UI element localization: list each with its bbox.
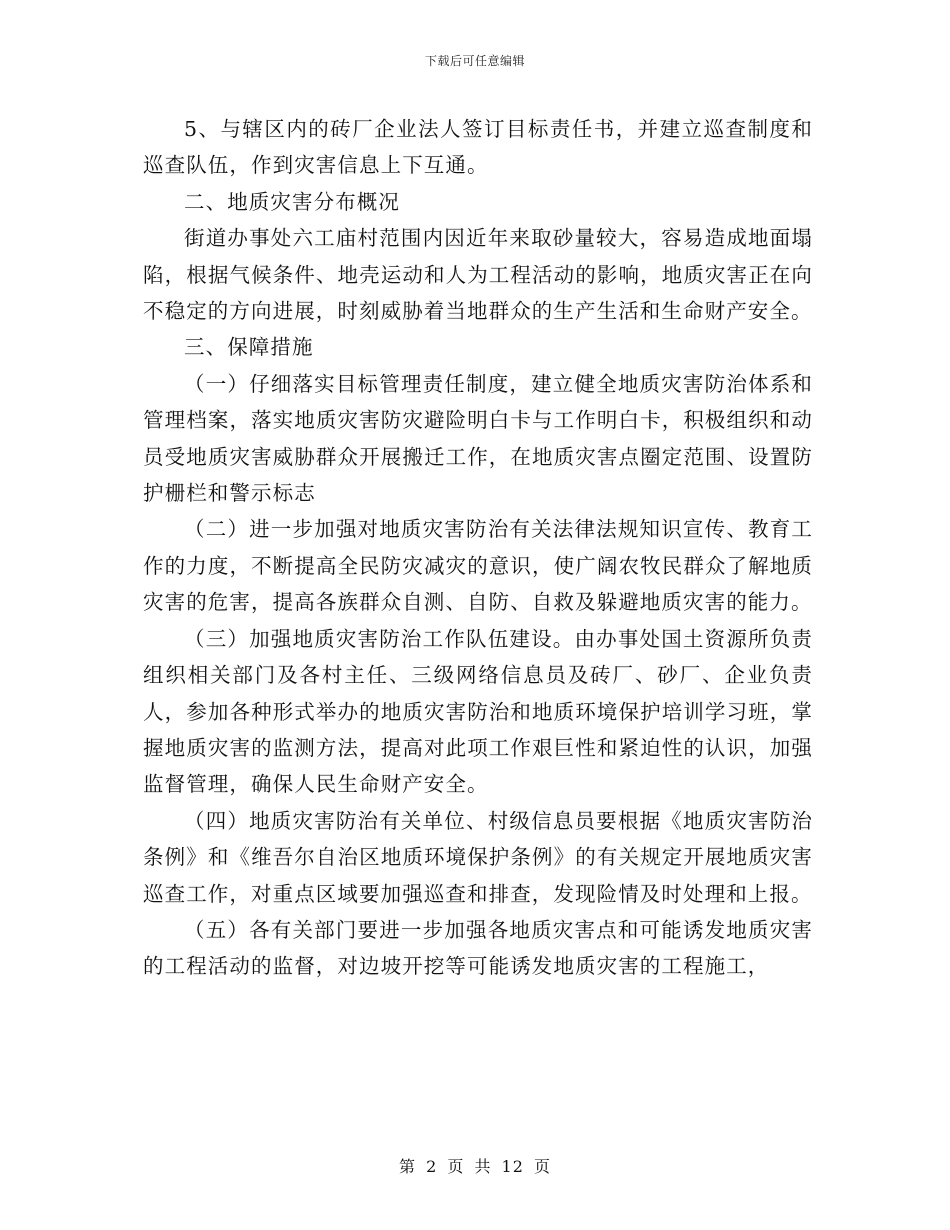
section-heading-distribution: 二、地质灾害分布概况: [184, 189, 400, 214]
document-body: [143, 111, 813, 985]
paragraph-measure-1: （一）仔细落实目标管理责任制度，建立健全地质灾害防治体系和管理档案，落实地质灾害防灾避险明白卡与工作明白卡，积极组织和动员受地质灾害威胁群众开展搬迁工作，在地质灾害点圈定范围、设置防护栅栏和警示标志: [143, 371, 813, 506]
paragraph-measure-2: （二）进一步加强对地质灾害防治有关法律法规知识宣传、教育工作的力度，不断提高全民防灾减灾的意识，使广阔农牧民群众了解地质灾害的危害，提高各族群众自测、自防、自救及躲避地质灾害的能力。: [143, 517, 813, 615]
paragraph-distribution: 街道办事处六工庙村范围内因近年来取砂量较大，容易造成地面塌陷，根据气候条件、地壳运动和人为工程活动的影响，地质灾害正在向不稳定的方向进展，时刻威胁着当地群众的生产生活和生命财产安全。: [143, 226, 813, 324]
section-heading-measures: 三、保障措施: [184, 335, 314, 360]
paragraph-item-5: 5、与辖区内的砖厂企业法人签订目标责任书，并建立巡查制度和巡查队伍，作到灾害信息上下互通。: [143, 117, 813, 178]
page-header: 下载后可任意编辑: [424, 54, 525, 68]
paragraph-measure-3: （三）加强地质灾害防治工作队伍建设。由办事处国土资源所负责组织相关部门及各村主任、三级网络信息员及砖厂、砂厂、企业负责人，参加各种形式举办的地质灾害防治和地质环境保护培训学习班，掌握地质灾害的监测方法，提高对此项工作艰巨性和紧迫性的认识，加强监督管理，确保人民生命财产安全。: [143, 626, 813, 797]
page-number-footer: 第 2 页 共 12 页: [399, 1157, 551, 1176]
paragraph-measure-5: （五）各有关部门要进一步加强各地质灾害点和可能诱发地质灾害的工程活动的监督，对边坡开挖等可能诱发地质灾害的工程施工，: [143, 917, 813, 979]
paragraph-measure-4: （四）地质灾害防治有关单位、村级信息员要根据《地质灾害防治条例》和《维吾尔自治区地质环境保护条例》的有关规定开展地质灾害巡查工作，对重点区域要加强巡查和排查，发现险情及时处理和上报。: [143, 808, 813, 906]
